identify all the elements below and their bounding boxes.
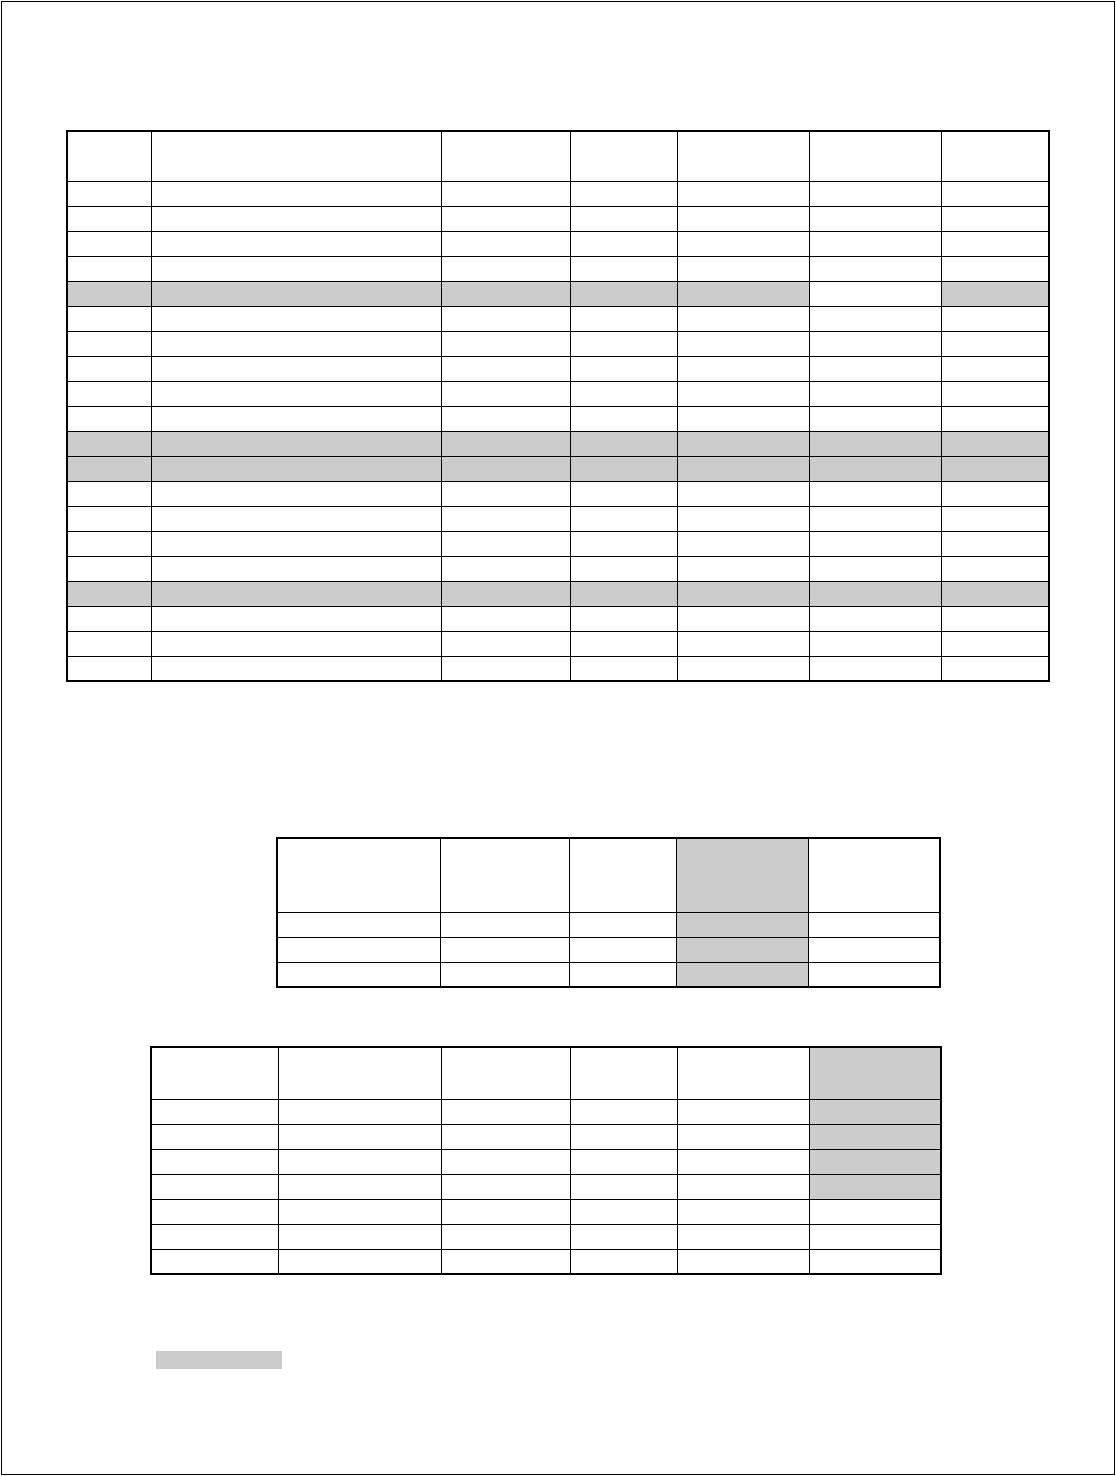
table-cell <box>441 531 570 556</box>
table-cell <box>277 937 440 962</box>
table-cell <box>151 206 441 231</box>
table-cell <box>441 556 570 581</box>
table-cell <box>67 206 151 231</box>
table-cell <box>809 206 941 231</box>
table-cell <box>941 456 1049 481</box>
header-cell <box>441 131 570 181</box>
table-cell <box>677 1124 809 1149</box>
table-cell <box>441 1199 570 1224</box>
table-cell <box>151 631 441 656</box>
table-cell <box>570 381 677 406</box>
table-cell <box>677 556 809 581</box>
table-row <box>67 631 1049 656</box>
table-cell <box>67 381 151 406</box>
table-row <box>67 456 1049 481</box>
header-cell <box>808 838 940 912</box>
table-cell <box>151 256 441 281</box>
table-row <box>67 256 1049 281</box>
table-cell <box>941 406 1049 431</box>
table-cell <box>941 206 1049 231</box>
table-cell <box>151 481 441 506</box>
table-cell <box>808 962 940 987</box>
table-cell <box>677 656 809 681</box>
table-cell <box>677 606 809 631</box>
table-cell <box>570 456 677 481</box>
header-cell <box>67 131 151 181</box>
table-cell <box>941 181 1049 206</box>
table-cell <box>677 181 809 206</box>
table-cell <box>677 206 809 231</box>
mid-table <box>276 837 941 988</box>
table-cell <box>151 356 441 381</box>
table-cell <box>677 406 809 431</box>
table-cell <box>570 581 677 606</box>
table-cell <box>809 256 941 281</box>
table-row <box>151 1224 941 1249</box>
table-cell <box>570 431 677 456</box>
table-row <box>67 281 1049 306</box>
table-cell <box>278 1124 441 1149</box>
table-cell <box>67 331 151 356</box>
table-cell <box>441 1149 570 1174</box>
table-cell <box>570 1099 677 1124</box>
table-cell <box>941 506 1049 531</box>
table-cell <box>941 656 1049 681</box>
header-cell <box>440 838 569 912</box>
table-row <box>67 606 1049 631</box>
table-cell <box>441 1224 570 1249</box>
table-row <box>151 1149 941 1174</box>
shading-legend-swatch <box>156 1351 282 1369</box>
table-cell <box>441 656 570 681</box>
table-cell <box>941 256 1049 281</box>
table-cell <box>441 406 570 431</box>
header-cell <box>570 131 677 181</box>
table-row <box>67 356 1049 381</box>
table-cell <box>570 331 677 356</box>
table-row <box>67 531 1049 556</box>
table-cell <box>277 962 440 987</box>
table-cell <box>151 656 441 681</box>
table-row <box>67 331 1049 356</box>
table-header-row <box>151 1047 941 1099</box>
table-cell <box>278 1249 441 1274</box>
table-cell <box>941 381 1049 406</box>
table-cell <box>941 431 1049 456</box>
table-cell <box>441 631 570 656</box>
table-cell <box>151 306 441 331</box>
table-header-row <box>67 131 1049 181</box>
table-cell <box>809 381 941 406</box>
table-cell <box>809 606 941 631</box>
table-row <box>67 231 1049 256</box>
table-cell <box>941 531 1049 556</box>
table-cell <box>677 506 809 531</box>
table-cell <box>570 656 677 681</box>
table-cell <box>441 1124 570 1149</box>
table-cell <box>570 1174 677 1199</box>
table-cell <box>570 481 677 506</box>
table-cell <box>677 456 809 481</box>
header-cell <box>441 1047 570 1099</box>
table-cell <box>441 1249 570 1274</box>
table-cell <box>151 581 441 606</box>
header-cell <box>809 1047 941 1099</box>
table-cell <box>441 606 570 631</box>
table-cell <box>941 356 1049 381</box>
table-cell <box>677 1174 809 1199</box>
table-cell <box>151 331 441 356</box>
table-cell <box>570 1249 677 1274</box>
table-cell <box>277 912 440 937</box>
table-cell <box>67 581 151 606</box>
table-cell <box>441 331 570 356</box>
table-row <box>67 581 1049 606</box>
table-cell <box>809 531 941 556</box>
table-cell <box>67 356 151 381</box>
table-row <box>67 381 1049 406</box>
header-cell <box>151 131 441 181</box>
table-row <box>67 431 1049 456</box>
table-cell <box>151 1149 278 1174</box>
table-cell <box>278 1174 441 1199</box>
table-cell <box>67 181 151 206</box>
table-cell <box>809 331 941 356</box>
table-row <box>151 1249 941 1274</box>
table-row <box>67 481 1049 506</box>
table-cell <box>151 556 441 581</box>
table-cell <box>677 481 809 506</box>
main-table <box>66 130 1050 682</box>
header-cell <box>941 131 1049 181</box>
table-cell <box>151 606 441 631</box>
table-cell <box>151 1224 278 1249</box>
table-cell <box>67 481 151 506</box>
table-cell <box>151 281 441 306</box>
table-cell <box>151 506 441 531</box>
table-cell <box>941 581 1049 606</box>
table-cell <box>570 256 677 281</box>
table-cell <box>941 281 1049 306</box>
table-row <box>67 556 1049 581</box>
table-cell <box>67 256 151 281</box>
table-row <box>151 1199 941 1224</box>
table-cell <box>570 531 677 556</box>
header-cell <box>570 1047 677 1099</box>
table-cell <box>278 1099 441 1124</box>
header-cell <box>569 838 676 912</box>
table-cell <box>151 1099 278 1124</box>
table-cell <box>569 937 676 962</box>
table-cell <box>278 1224 441 1249</box>
header-cell <box>151 1047 278 1099</box>
table-cell <box>278 1199 441 1224</box>
table-row <box>151 1124 941 1149</box>
table-cell <box>809 231 941 256</box>
table-cell <box>67 406 151 431</box>
table-cell <box>941 631 1049 656</box>
table-cell <box>67 506 151 531</box>
table-cell <box>151 1249 278 1274</box>
table-cell <box>441 1174 570 1199</box>
table-cell <box>441 231 570 256</box>
table-row <box>277 962 940 987</box>
table-row <box>277 937 940 962</box>
header-cell <box>677 1047 809 1099</box>
table-cell <box>809 456 941 481</box>
table-cell <box>441 306 570 331</box>
table-cell <box>676 937 808 962</box>
table-cell <box>676 912 808 937</box>
table-cell <box>151 381 441 406</box>
table-cell <box>809 1124 941 1149</box>
table-cell <box>570 506 677 531</box>
table-cell <box>441 456 570 481</box>
table-cell <box>809 1149 941 1174</box>
table-row <box>67 506 1049 531</box>
header-cell <box>676 838 808 912</box>
table-cell <box>809 581 941 606</box>
table-cell <box>809 1199 941 1224</box>
table-cell <box>677 381 809 406</box>
table-cell <box>570 631 677 656</box>
table-cell <box>677 431 809 456</box>
low-table <box>150 1046 942 1275</box>
table-cell <box>941 231 1049 256</box>
table-cell <box>151 531 441 556</box>
table-cell <box>441 381 570 406</box>
table-cell <box>67 231 151 256</box>
table-cell <box>441 431 570 456</box>
table-cell <box>441 256 570 281</box>
table-cell <box>570 356 677 381</box>
table-cell <box>677 1099 809 1124</box>
table-cell <box>809 1174 941 1199</box>
table-cell <box>441 206 570 231</box>
table-cell <box>809 306 941 331</box>
table-cell <box>809 556 941 581</box>
table-cell <box>570 231 677 256</box>
table-cell <box>151 1174 278 1199</box>
table-cell <box>677 1224 809 1249</box>
table-cell <box>570 1199 677 1224</box>
table-cell <box>67 456 151 481</box>
table-cell <box>441 181 570 206</box>
table-cell <box>570 206 677 231</box>
table-row <box>67 181 1049 206</box>
table-cell <box>151 1199 278 1224</box>
table-cell <box>67 606 151 631</box>
table-cell <box>151 231 441 256</box>
table-row <box>67 656 1049 681</box>
table-cell <box>941 481 1049 506</box>
table-cell <box>808 937 940 962</box>
table-cell <box>67 306 151 331</box>
table-cell <box>151 406 441 431</box>
table-cell <box>441 581 570 606</box>
table-cell <box>941 331 1049 356</box>
table-cell <box>569 912 676 937</box>
table-cell <box>67 431 151 456</box>
table-cell <box>941 606 1049 631</box>
table-cell <box>677 256 809 281</box>
table-cell <box>570 556 677 581</box>
table-cell <box>809 506 941 531</box>
table-cell <box>151 1124 278 1149</box>
table-cell <box>570 281 677 306</box>
table-cell <box>676 962 808 987</box>
table-cell <box>677 631 809 656</box>
table-cell <box>440 962 569 987</box>
table-cell <box>808 912 940 937</box>
table-cell <box>151 431 441 456</box>
table-cell <box>677 531 809 556</box>
table-cell <box>809 356 941 381</box>
table-cell <box>569 962 676 987</box>
table-cell <box>67 656 151 681</box>
table-cell <box>677 581 809 606</box>
table-cell <box>151 456 441 481</box>
table-cell <box>677 281 809 306</box>
table-cell <box>677 331 809 356</box>
table-cell <box>570 606 677 631</box>
table-cell <box>441 281 570 306</box>
table-cell <box>677 1149 809 1174</box>
table-cell <box>151 181 441 206</box>
table-cell <box>809 281 941 306</box>
table-cell <box>570 1224 677 1249</box>
table-row <box>67 206 1049 231</box>
header-cell <box>677 131 809 181</box>
table-cell <box>441 506 570 531</box>
table-row <box>277 912 940 937</box>
table-cell <box>570 1124 677 1149</box>
header-cell <box>278 1047 441 1099</box>
table-cell <box>570 181 677 206</box>
table-cell <box>809 181 941 206</box>
header-cell <box>809 131 941 181</box>
table-row <box>67 406 1049 431</box>
table-cell <box>440 912 569 937</box>
table-cell <box>941 306 1049 331</box>
table-header-row <box>277 838 940 912</box>
table-cell <box>941 556 1049 581</box>
table-cell <box>677 1249 809 1274</box>
table-cell <box>809 656 941 681</box>
header-cell <box>277 838 440 912</box>
table-cell <box>67 631 151 656</box>
table-cell <box>809 431 941 456</box>
table-row <box>151 1174 941 1199</box>
table-cell <box>440 937 569 962</box>
table-cell <box>809 406 941 431</box>
table-cell <box>441 356 570 381</box>
table-cell <box>67 556 151 581</box>
table-cell <box>677 306 809 331</box>
table-cell <box>677 1199 809 1224</box>
table-cell <box>809 1249 941 1274</box>
table-cell <box>441 481 570 506</box>
table-cell <box>570 1149 677 1174</box>
table-cell <box>809 481 941 506</box>
table-row <box>151 1099 941 1124</box>
table-cell <box>677 356 809 381</box>
table-cell <box>809 1099 941 1124</box>
table-cell <box>278 1149 441 1174</box>
table-cell <box>441 1099 570 1124</box>
table-cell <box>570 306 677 331</box>
table-cell <box>67 281 151 306</box>
table-cell <box>570 406 677 431</box>
table-row <box>67 306 1049 331</box>
table-cell <box>809 1224 941 1249</box>
table-cell <box>809 631 941 656</box>
table-cell <box>677 231 809 256</box>
table-cell <box>67 531 151 556</box>
